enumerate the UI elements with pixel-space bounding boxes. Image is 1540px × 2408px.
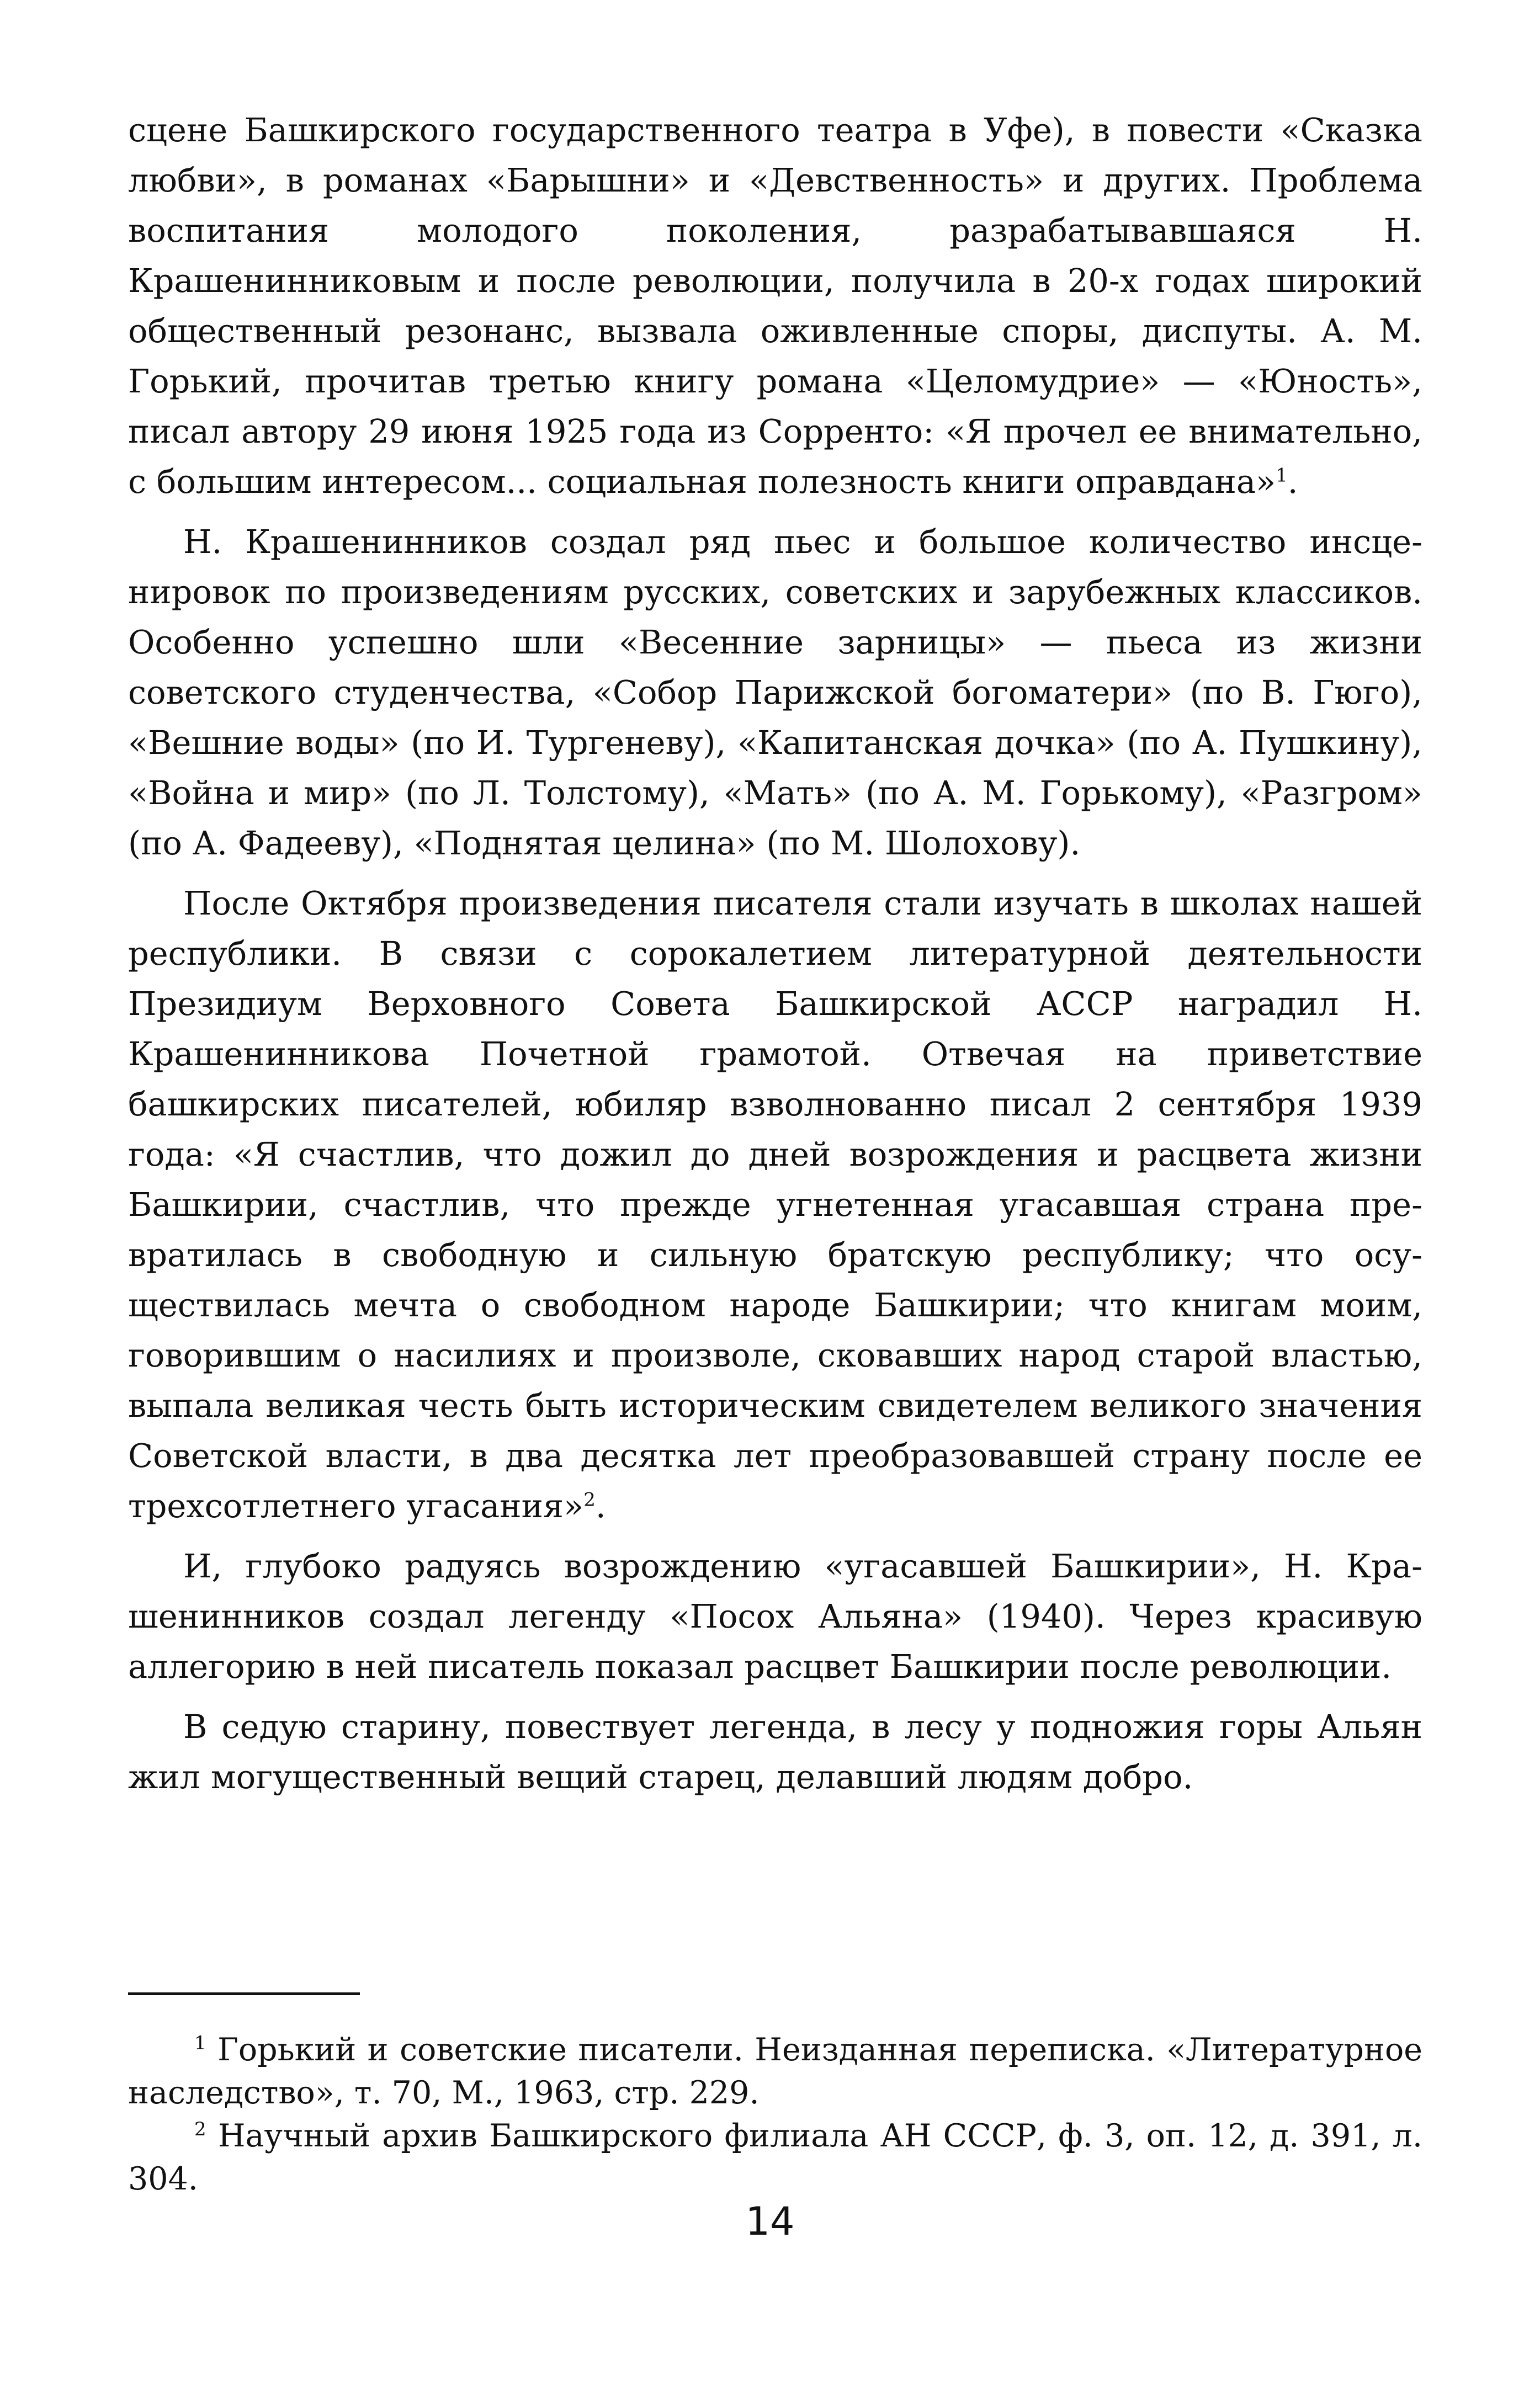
footnote-ref-2: 2 xyxy=(583,1489,596,1511)
paragraph-2-text: Н. Крашенинников создал ряд пьес и большое количество инсценировок по произведениям русских, советских и зарубежных классиков. Особенно успешно шли «Весенние зарницы» — пьеса из жизни советского студенчества, «Собор Парижской богоматери» (по В. Гюго), «Вешние воды» (по И. Тургеневу), «Капитанская дочка» (по А. Пушкину), «Война и мир» (по Л. Толстому), «Мать» (по А. М. Горькому), «Разгром» (по А. Фадееву), «Поднятая целина» (по М. Шолохову). xyxy=(128,523,1422,862)
page-number: 14 xyxy=(745,2199,795,2244)
paragraph-5 xyxy=(128,1702,1422,1802)
paragraph-3: После Октября произведения писателя стали изучать в школах нашей республики. В связи с сорокалетием литературной деятельности Президиум Верховного Совета Башкирской АССР наградил Н. Крашенинникова Почетной грамотой. Отвечая на приветствие башкирских писателей, юбиляр взволнованно писал 2 сентября 1939 года: «Я счастлив, что дожил до дней возрождения и расцвета жизни Башкирии, счастлив, что прежде угнетенная угасавшая страна превратилась в свободную и сильную братскую республику; что осуществилась мечта о свободном народе Башкирии; что книгам моим, говорившим о насилиях и произволе, сковавших народ старой властью, выпала великая честь быть историческим свидетелем великого значения Советской власти, в два десятка лет преобразовавшей страну после ее трехсотлетнего угасания»$^2$. xyxy=(128,884,1422,1525)
paragraph-4 xyxy=(128,1541,1422,1692)
page-body xyxy=(128,105,1422,1802)
footnote-1-text: Горький и советские писатели. Неизданная переписка. «Литературное наследство», т. 70, М., 1963, стр. 229. xyxy=(128,2032,1423,2111)
paragraph-4-text: И, глубоко радуясь возрождению «угасавшей Башкирии», Н. Крашенинников создал легенду «Посох Альяна» (1940). Через красивую аллегорию в ней писатель показал расцвет Башкирии после революции. xyxy=(128,1547,1422,1686)
paragraph-3-text: После Октября произведения писателя стали изучать в школах нашей республики. В связи с сорокалетием литературной деятельности Президиум Верховного Совета Башкирской АССР наградил Н. Крашенинникова Почетной грамотой. Отвечая на приветствие башкирских писателей, юбиляр взволнованно писал 2 сентября 1939 года: «Я счастлив, что дожил до дней возрождения и расцвета жизни Башкирии, счастлив, что прежде угнетенная угасавшая страна превратилась в свободную и сильную братскую республику; что осуществилась мечта о свободном народе Башкирии; что книгам моим, говорившим о насилиях и произволе, сковавших народ старой властью, выпала великая честь быть историческим свидетелем великого значения Советской власти, в два десятка лет преобразовавшей страну после ее трехсотлетнего угасания» xyxy=(128,884,1422,1525)
footnote-divider xyxy=(128,1992,360,1995)
paragraph-1: сцене Башкирского государственного театра в Уфе), в повести «Сказка любви», в романах «Барышни» и «Девственность» и других. Проблема воспитания молодого поколения, разрабатывавшаяся Н. Крашенинниковым и после революции, получила в 20-х годах широкий общественный резонанс, вызвала оживленные споры, диспуты. А. М. Горький, прочитав третью книгу романа «Целомудрие» — «Юность», писал автору 29 июня 1925 года из Сорренто: «Я прочел ее внимательно, с большим интересом... социальная полезность книги оправдана»$^1$. xyxy=(128,111,1422,501)
footnote-2-marker: 2 xyxy=(194,2118,206,2140)
footnote-2-text: Научный архив Башкирского филиала АН СССР, ф. 3, оп. 12, д. 391, л. 304. xyxy=(128,2118,1422,2197)
footnote-1-marker: 1 xyxy=(194,2032,206,2054)
paragraph-5-text: В седую старину, повествует легенда, в лесу у подножия горы Альян жил могущественный вещий старец, делавший людям добро. xyxy=(128,1708,1422,1796)
footnote-2 xyxy=(128,2114,1422,2200)
footnote-ref-1: 1 xyxy=(1276,464,1288,487)
footnotes xyxy=(128,2028,1422,2200)
paragraph-1-text: сцене Башкирского государственного театра в Уфе), в повести «Сказка любви», в романах «Барышни» и «Девственность» и других. Проблема воспитания молодого поколения, разрабатывавшаяся Н. Крашенинниковым и после революции, получила в 20-х годах широкий общественный резонанс, вызвала оживленные споры, диспуты. А. М. Горький, прочитав третью книгу романа «Целомудрие» — «Юность», писал автору 29 июня 1925 года из Сорренто: «Я прочел ее внимательно, с большим интересом... социальная полезность книги оправдана» xyxy=(128,111,1422,501)
footnote-1 xyxy=(128,2028,1422,2114)
paragraph-2 xyxy=(128,517,1422,868)
